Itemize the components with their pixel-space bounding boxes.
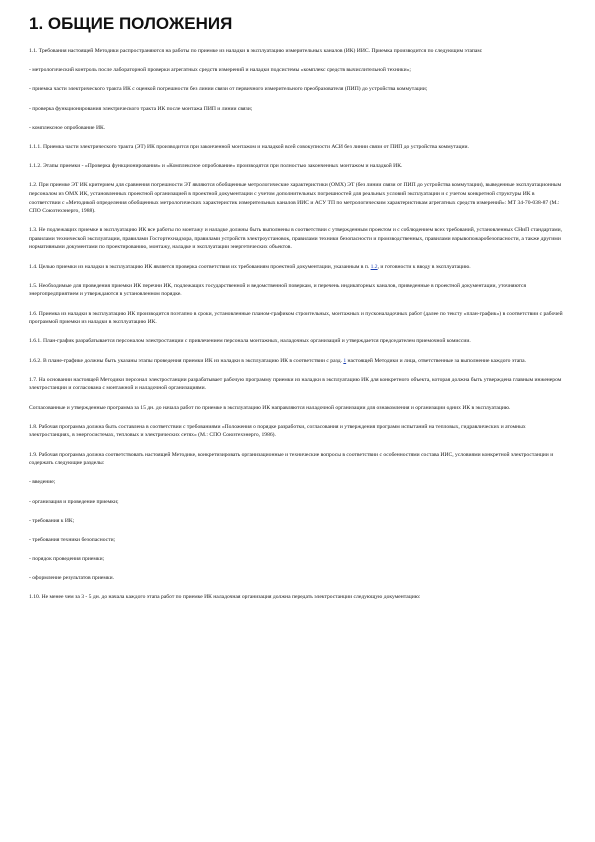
paragraph-text: 1.7. На основании настоящей Методики персонал электростанции разрабатывает рабочую программу приемки из наладки в эксплуатацию ИК для конкретного объекта, которая должна быть утверждена главным инженером электростанции и согласована с монтажной и наладочной организациями. [29,376,562,392]
paragraph-text: 1.1. Требования настоящей Методики распространяются на работы по приемке из наладки в эксплуатацию измерительных каналов (ИК) ИИС. Приемка производится по следующим этапам: [29,48,483,54]
paragraph [29,124,566,133]
paragraph [29,85,566,94]
paragraph [29,263,566,272]
paragraph-text: - требования техники безопасности; [29,536,116,543]
paragraph-text: - метрологический контроль после лабораторной проверки агрегатных средств измерений и наладки подсистемы «комплекс средств вычислительной техники»; [29,67,411,74]
paragraph-text: - комплексное опробование ИК. [29,124,106,131]
paragraph-text: - проверка функционирования электрического тракта ИК после монтажа ПИП и линии связи; [29,105,253,112]
paragraph-text: 1.1.2. Этапы приемки - «Проверка функционирования» и «Комплексное опробование» производятся при полностью законченных монтажом и наладкой ИК. [29,163,403,170]
paragraph [29,451,566,468]
paragraph-text: Согласованные и утвержденные программа за 15 дн. до начала работ по приемке в эксплуатацию ИК направляются наладочной организации для ознакомления и организации одних ИК в эксплуатацию. [29,404,511,411]
paragraph [29,574,566,583]
paragraph-text: 1.2. При приемке ЭТ ИК критерием для сравнения погрешности ЭТ являются обобщенные метрологические характеристики (ОМХ) ЭТ (без линии связи от ПИП до устройства коммутации), выведенные эксплуатационным персоналом из ОМХ ИК, установленных проектной организацией в проектной документации с учетом дополнительных погрешностей для реальных условий эксплуатации и с учетом конкретной структуры ИК в соответствии с «Методикой определения обобщенных метрологических характеристик измерительных каналов ИИС и АСУ ТП по метрологическим характеристикам агрегатных средств измерений»: МТ 34-70-038-87 (М.: СПО Союзтехэнерго, 1988). [29,182,562,215]
paragraph [29,376,566,393]
paragraph [29,310,566,327]
paragraph-text-continued: настоящей Методики и лица, ответственные за выполнение каждого этапа. [346,357,527,364]
paragraph-text: 1.4. Целью приемки из наладки в эксплуатацию ИК является проверка соответствия их требованиям проектной документации, указанным в п. [29,263,371,270]
paragraph [29,357,566,366]
paragraph [29,404,566,413]
paragraph [29,226,566,252]
paragraph [29,517,566,526]
document-body [29,47,566,602]
section-reference-link[interactable]: 1 [343,357,347,364]
paragraph-text-continued: , и готовности к вводу в эксплуатацию. [377,263,471,270]
paragraph-text: 1.9. Рабочая программа должна соответствовать настоящей Методике, конкретизировать организационные и технические вопросы в соответствии с особенностями состава ИИС, условиями конкретной электростанции и содержать следующие разделы: [29,451,554,467]
paragraph [29,593,566,602]
paragraph [29,162,566,171]
paragraph [29,423,566,440]
paragraph [29,282,566,299]
paragraph-text: 1.1.1. Приемка части электрического тракта (ЭТ) ИК производится при законченной монтажом и наладкой всей совокупности АСИ без линии связи от ПИП до устройства коммутации. [29,143,469,150]
paragraph [29,555,566,564]
paragraph [29,47,566,56]
section-reference-link[interactable]: 1.2 [370,263,378,270]
paragraph-text: 1.5. Необходимые для проведения приемки ИК перечни ИК, подлежащих государственной и ведомственной поверкам, и перечень индикаторных каналов, приведенные в проектной документации, уточняются энергопредприятием и утверждаются в установленном порядке. [29,282,527,298]
paragraph [29,337,566,346]
page-title: 1. ОБЩИЕ ПОЛОЖЕНИЯ [29,14,233,33]
paragraph-text: - приемка части электрического тракта ИК с оценкой погрешности без линии связи от первичного измерительного преобразователя (ПИП) до устройства коммутации; [29,86,428,93]
paragraph [29,66,566,75]
paragraph [29,181,566,215]
paragraph-text: 1.6. Приемка из наладки в эксплуатацию ИК производится поэтапно в сроки, установленные планом-графиком строительных, монтажных и пусконаладочных работ (далее по тексту «план-график») в соответствии с рабочей программой приемки из наладки в эксплуатацию ИК. [29,310,563,326]
paragraph [29,498,566,507]
paragraph-text: - оформление результатов приемки. [29,575,114,582]
paragraph-text: - организация и проведение приемки; [29,498,119,505]
paragraph-text: 1.6.2. В плане-графике должны быть указаны этапы проведения приемки ИК из наладки в эксплуатацию ИК в соответствии с разд. [29,357,344,364]
paragraph-text: 1.6.1. План-график разрабатывается персоналом электростанции с привлечением персонала монтажных, наладочных организаций и утверждается председателем приемочной комиссии. [29,338,471,345]
paragraph-text: 1.3. Не подлежащих приемке в эксплуатацию ИК все работы по монтажу и наладке должны быть выполнены в соответствии с утвержденным проектом и с соблюдением всех требований, установленных СНиП стандартами, правилами технической эксплуатации, правилами Госгортехнадзора, правилами устройств электроустановок, правилами техники безопасности и производственных, правилами взрывопожаробезопасности, а также другими нормативными документами по проектированию, монтажу, наладке и эксплуатации энергетических объектов. [29,227,563,251]
paragraph-text: - введение; [29,479,56,486]
paragraph [29,478,566,487]
paragraph-text: 1.8. Рабочая программа должна быть составлена в соответствии с требованиями «Положения о порядке разработки, согласования и утверждения программ испытаний на тепловых, гидравлических и атомных электростанциях, в энергосистемах, тепловых и электрических сетях» (М.: СПО Союзтехэнерго, 1986). [29,423,526,439]
paragraph [29,105,566,114]
paragraph [29,536,566,545]
paragraph-text: - порядок проведения приемки; [29,556,105,563]
paragraph-text: - требования к ИК; [29,517,75,524]
paragraph [29,143,566,152]
paragraph-text: 1.10. Не менее чем за 3 - 5 дн. до начала каждого этапа работ по приемке ИК наладочная организация должна передать электростанции следующую документацию: [29,594,421,601]
